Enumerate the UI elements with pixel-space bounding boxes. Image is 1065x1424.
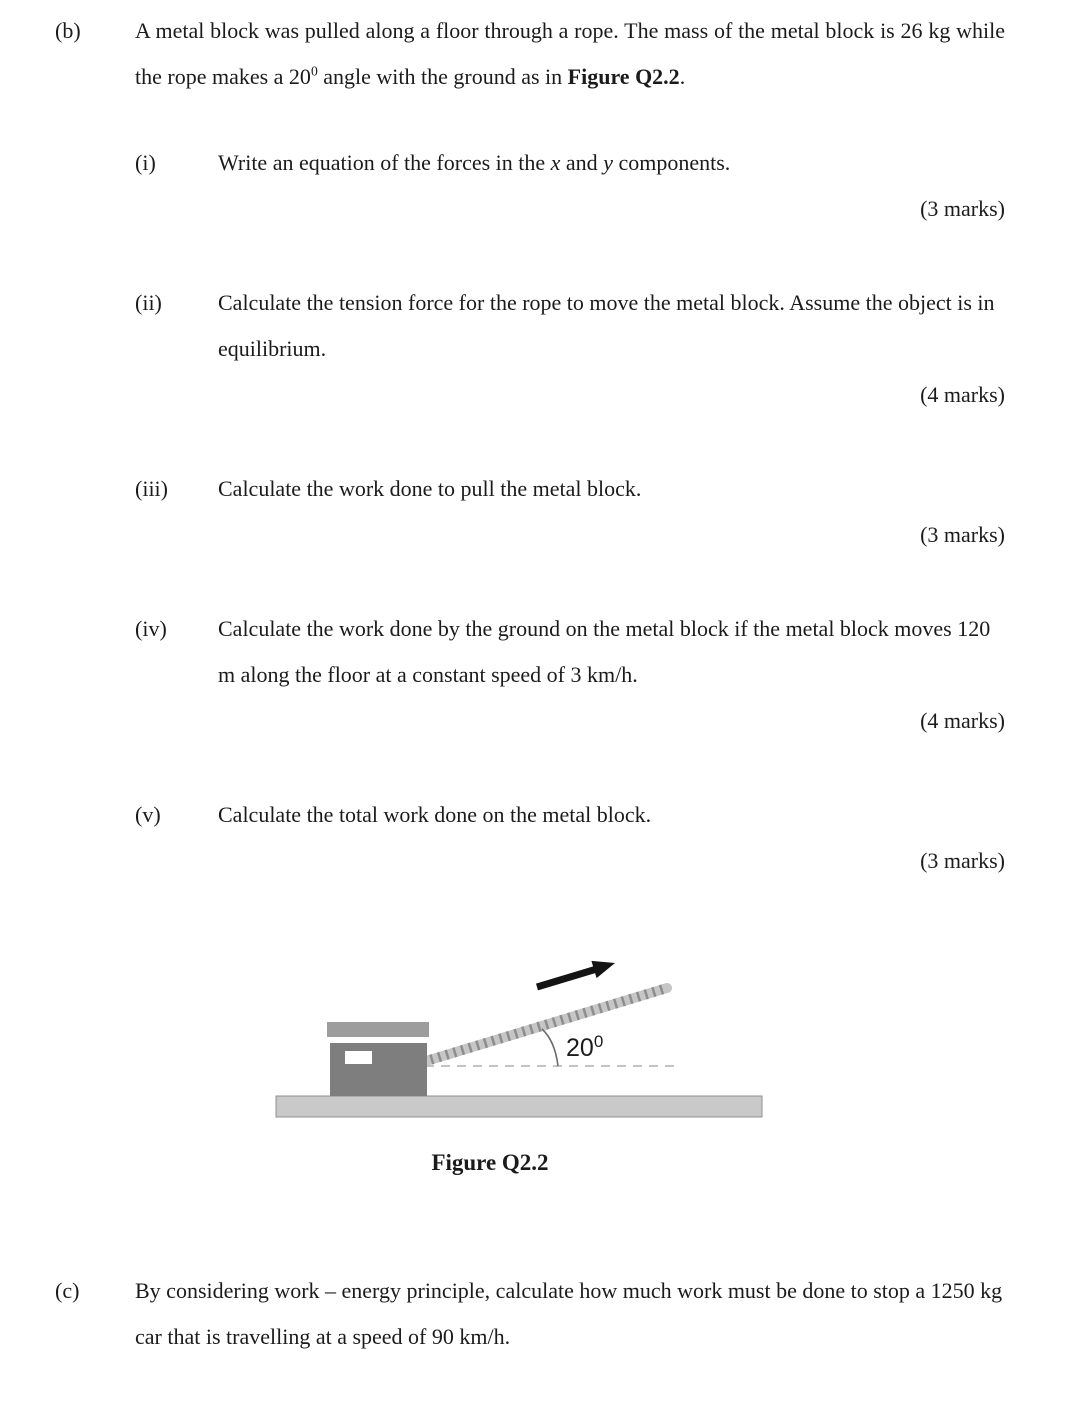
figure-reference: Figure Q2.2 (567, 64, 680, 89)
item-iii-label: (iii) (135, 476, 168, 501)
item-iii-text: Calculate the work done to pull the metal block. (218, 476, 642, 501)
question-item-ii (135, 280, 1005, 418)
pull-arrow-shaft (537, 970, 595, 988)
question-item-v (135, 792, 1005, 884)
item-ii-label: (ii) (135, 290, 162, 315)
question-item-iii (135, 466, 1005, 558)
metal-block (330, 1043, 427, 1096)
block-lid (327, 1022, 429, 1037)
part-b (55, 8, 1005, 932)
angle-arc (542, 1029, 558, 1066)
item-v-text: Calculate the total work done on the metal block. (218, 802, 652, 827)
part-c-label: (c) (55, 1278, 80, 1303)
question-item-i (135, 140, 1005, 232)
part-c-text: By considering work – energy principle, calculate how much work must be done to stop a 1250 kg car that is travelling at a speed of 90 km/h. (135, 1278, 1003, 1349)
item-i-text: Write an equation of the forces in the x and y components. (218, 150, 731, 175)
part-b-label: (b) (55, 18, 81, 43)
part-c-body (135, 1268, 1005, 1360)
item-v-marks: (3 marks) (920, 848, 1005, 873)
floor (276, 1096, 762, 1117)
item-i-label: (i) (135, 150, 156, 175)
item-iv-text: Calculate the work done by the ground on the metal block if the metal block moves 120 m along the floor at a constant speed of 3 km/h. (218, 616, 991, 687)
item-iii-marks: (3 marks) (920, 522, 1005, 547)
item-ii-marks: (4 marks) (920, 382, 1005, 407)
part-b-body (135, 8, 1005, 932)
block-slot (345, 1051, 372, 1064)
part-c (55, 1268, 1005, 1360)
item-iv-marks: (4 marks) (920, 708, 1005, 733)
variable-y: y (603, 150, 613, 175)
variable-x: x (550, 150, 561, 175)
item-iv-label: (iv) (135, 616, 167, 641)
item-i-marks: (3 marks) (920, 196, 1005, 221)
item-v-label: (v) (135, 802, 161, 827)
question-item-iv (135, 606, 1005, 744)
figure-q2-2-diagram (275, 944, 765, 1122)
part-b-intro: A metal block was pulled along a floor through a rope. The mass of the metal block is 26 kg while the rope makes a $20^0$ angle with the ground as in Figure Q2.2. (135, 18, 1005, 89)
figure-caption: Figure Q2.2 (431, 1150, 549, 1175)
item-ii-text: Calculate the tension force for the rope to move the metal block. Assume the object is in equilibrium. (218, 290, 995, 361)
angle-label: $20^0$ (566, 1032, 604, 1062)
degree-superscript: 0 (310, 63, 318, 79)
pull-arrow-head (591, 961, 615, 978)
figure-q2-2 (275, 944, 765, 1178)
